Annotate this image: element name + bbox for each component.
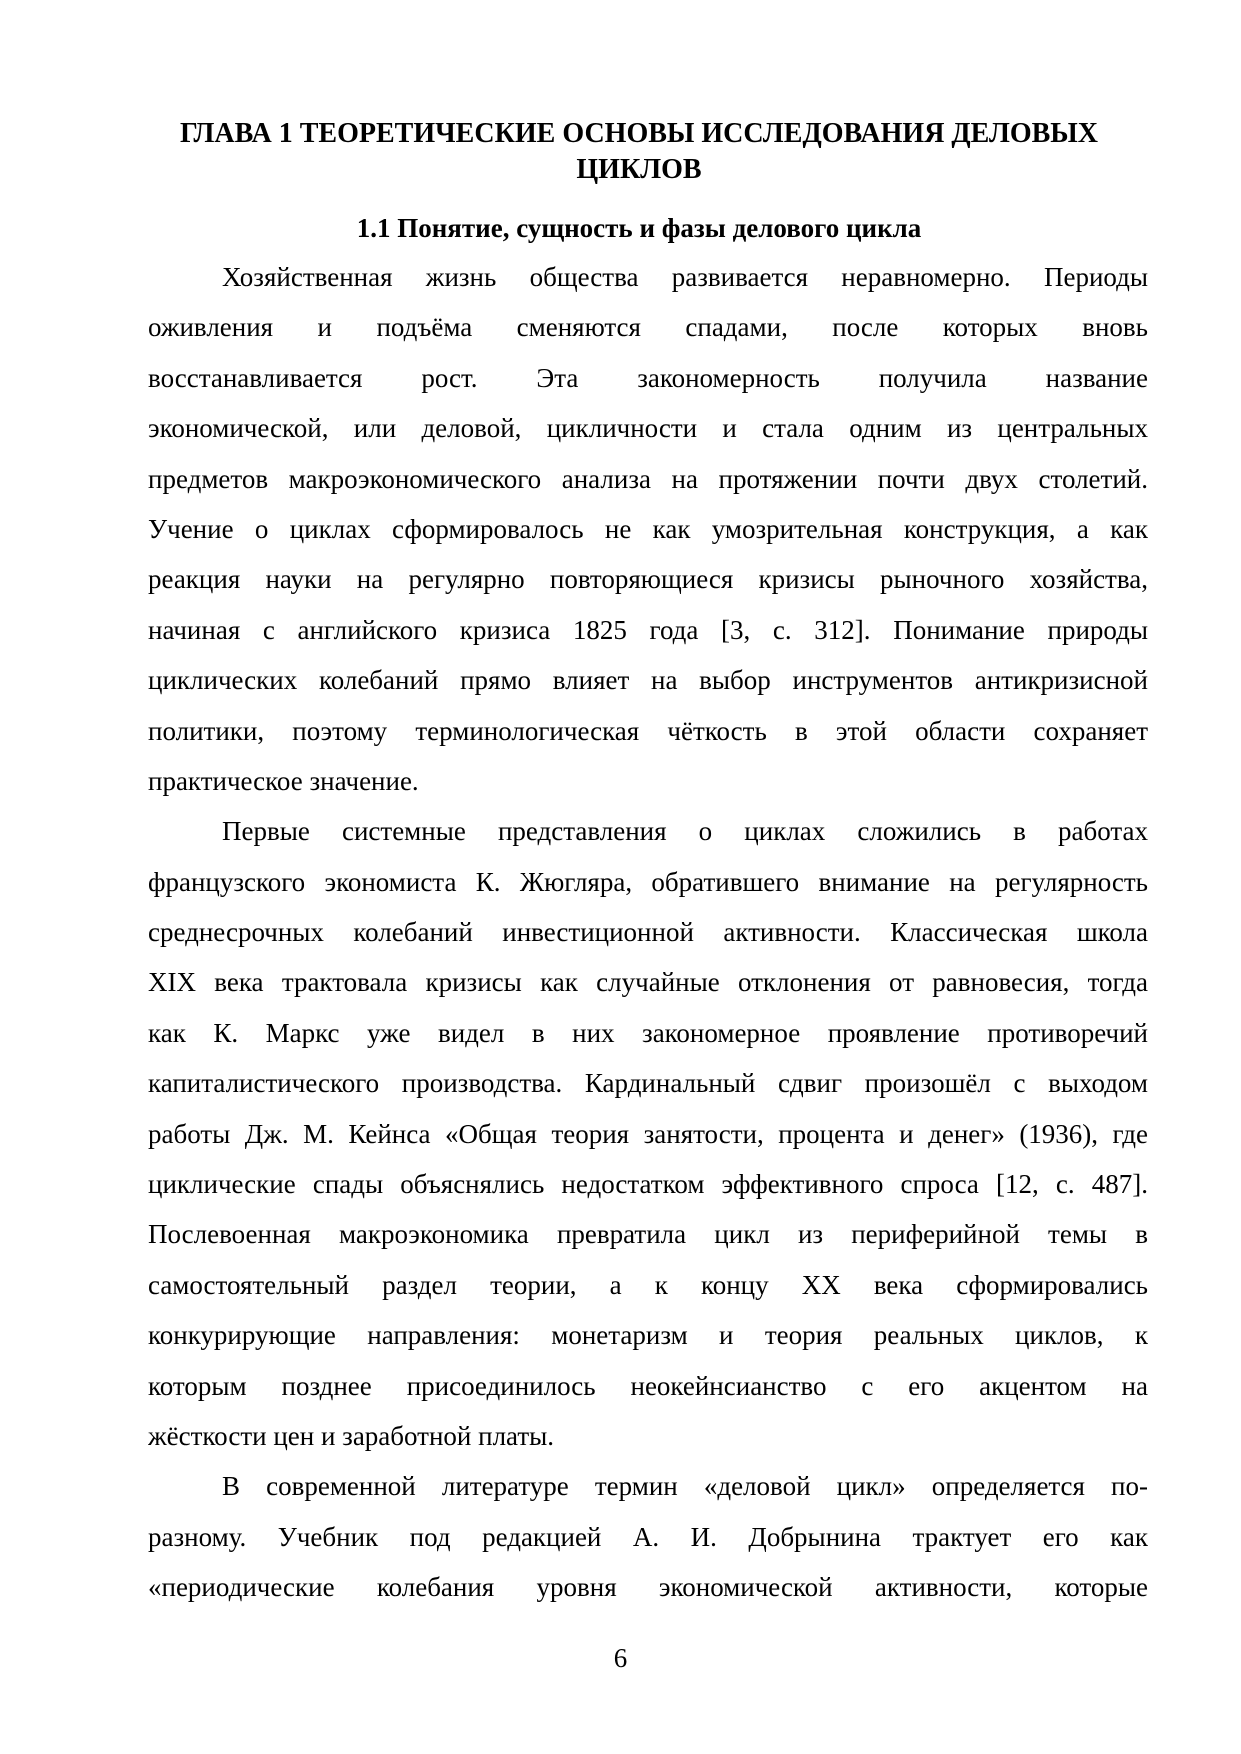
text-line: циклических колебаний прямо влияет на выбор инструментов антикризисной — [148, 665, 1148, 696]
text-line: экономической, или деловой, цикличности и стала одним из центральных — [148, 413, 1148, 444]
page-number: 6 — [613, 1643, 628, 1673]
text-line: предметов макроэкономического анализа на протяжении почти двух столетий. — [148, 463, 1148, 494]
paragraph — [148, 1461, 1148, 1612]
text-line: политики, поэтому терминологическая чёткость в этой области сохраняет — [148, 715, 1148, 746]
chapter-title-line-2: ЦИКЛОВ — [576, 154, 702, 185]
chapter-title-line-1: ГЛАВА 1 ТЕОРЕТИЧЕСКИЕ ОСНОВЫ ИССЛЕДОВАНИЯ ДЕЛОВЫХ — [179, 118, 1099, 149]
paragraph — [148, 806, 1148, 1461]
paragraph — [148, 252, 1148, 806]
text-line: разному. Учебник под редакцией А. И. Добрынина трактует его как — [148, 1521, 1148, 1552]
text-line: Послевоенная макроэкономика превратила цикл из периферийной темы в — [148, 1219, 1148, 1250]
text-line: начиная с английского кризиса 1825 года [3, с. 312]. Понимание природы — [148, 614, 1148, 645]
text-line: Учение о циклах сформировалось не как умозрительная конструкция, а как — [148, 513, 1148, 544]
text-line: циклические спады объяснялись недостатком эффективного спроса [12, с. 487]. — [148, 1169, 1148, 1200]
text-line: работы Дж. М. Кейнса «Общая теория занятости, процента и денег» (1936), где — [148, 1118, 1148, 1149]
text-line: Хозяйственная жизнь общества развивается неравномерно. Периоды — [222, 262, 1148, 292]
chapter-title — [148, 116, 1130, 188]
section-title: 1.1 Понятие, сущность и фазы делового цикла — [356, 213, 922, 243]
text-line: которым позднее присоединилось неокейнсианство с его акцентом на — [148, 1370, 1148, 1401]
text-line: практическое значение. — [148, 765, 419, 796]
text-line: капиталистического производства. Кардинальный сдвиг произошёл с выходом — [148, 1068, 1148, 1099]
body-text — [148, 252, 1148, 1613]
text-line: XIX века трактовала кризисы как случайные отклонения от равновесия, тогда — [148, 967, 1148, 998]
text-line: французского экономиста К. Жюгляра, обратившего внимание на регулярность — [148, 866, 1148, 897]
text-line: В современной литературе термин «деловой цикл» определяется по- — [222, 1471, 1148, 1502]
text-line: конкурирующие направления: монетаризм и теория реальных циклов, к — [148, 1320, 1148, 1351]
text-line: самостоятельный раздел теории, а к концу XX века сформировались — [148, 1269, 1148, 1300]
text-line: как К. Маркс уже видел в них закономерное проявление противоречий — [148, 1017, 1148, 1048]
text-line: «периодические колебания уровня экономической активности, которые — [148, 1572, 1148, 1603]
text-line: Первые системные представления о циклах сложились в работах — [222, 816, 1148, 847]
text-line: оживления и подъёма сменяются спадами, после которых вновь — [148, 312, 1148, 343]
text-line: восстанавливается рост. Эта закономерность получила название — [148, 362, 1148, 393]
text-line: жёсткости цен и заработной платы. — [148, 1420, 555, 1451]
text-line: реакция науки на регулярно повторяющиеся кризисы рыночного хозяйства, — [148, 564, 1148, 595]
text-line: среднесрочных колебаний инвестиционной активности. Классическая школа — [148, 917, 1148, 948]
